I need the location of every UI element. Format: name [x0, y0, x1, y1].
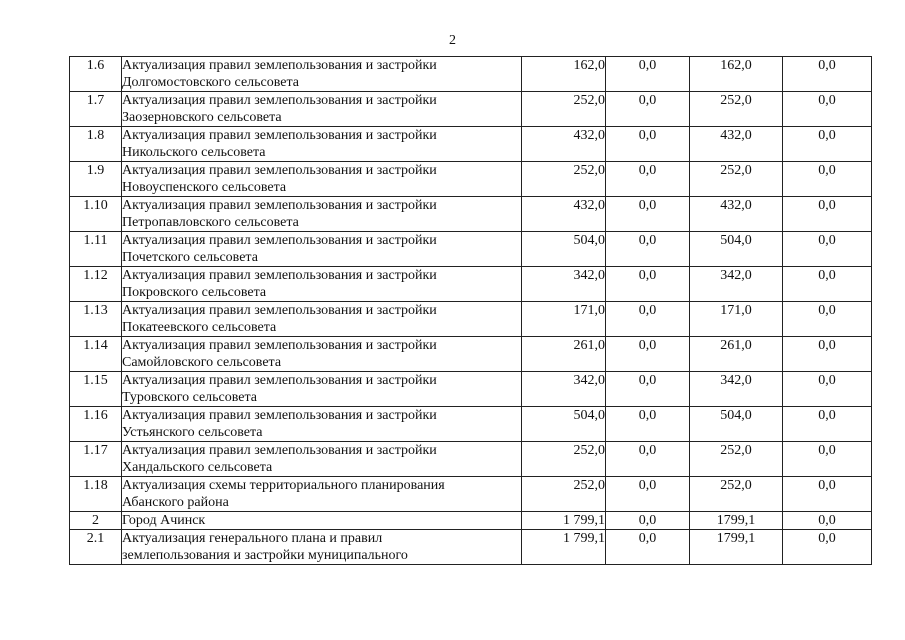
row-name-line1: Актуализация генерального плана и правил — [122, 531, 383, 546]
value-total: 162,0 — [522, 57, 606, 92]
row-number: 2.1 — [70, 530, 122, 565]
row-name-line2: Покатеевского сельсовета — [122, 320, 277, 335]
row-number: 2 — [70, 512, 122, 530]
row-name-line2: Устьянского сельсовета — [122, 425, 263, 440]
value-total: 504,0 — [522, 407, 606, 442]
value-col-2: 0,0 — [606, 442, 690, 477]
row-name — [122, 512, 522, 530]
table-row — [70, 512, 872, 530]
row-name-line1: Актуализация правил землепользования и застройки — [122, 408, 437, 423]
row-name-line2: Новоуспенского сельсовета — [122, 180, 287, 195]
value-col-2: 0,0 — [606, 407, 690, 442]
row-number: 1.8 — [70, 127, 122, 162]
page-number: 2 — [449, 33, 456, 48]
value-col-3: 252,0 — [690, 92, 783, 127]
row-name — [122, 442, 522, 477]
row-name-line2: Почетского сельсовета — [122, 250, 258, 265]
value-col-4: 0,0 — [783, 337, 872, 372]
value-col-2: 0,0 — [606, 127, 690, 162]
table-row — [70, 57, 872, 92]
row-number: 1.14 — [70, 337, 122, 372]
table-row — [70, 232, 872, 267]
row-name — [122, 477, 522, 512]
row-name-line2: Петропавловского сельсовета — [122, 215, 299, 230]
row-name — [122, 267, 522, 302]
row-name-line2: Самойловского сельсовета — [122, 355, 282, 370]
row-name — [122, 302, 522, 337]
value-col-3: 504,0 — [690, 232, 783, 267]
value-col-2: 0,0 — [606, 92, 690, 127]
value-col-4: 0,0 — [783, 267, 872, 302]
row-name-line1: Актуализация правил землепользования и застройки — [122, 338, 437, 353]
row-name-line2: Абанского района — [122, 495, 229, 510]
row-number: 1.18 — [70, 477, 122, 512]
value-total: 432,0 — [522, 197, 606, 232]
row-number: 1.12 — [70, 267, 122, 302]
row-number: 1.6 — [70, 57, 122, 92]
value-col-3: 1799,1 — [690, 530, 783, 565]
value-col-2: 0,0 — [606, 232, 690, 267]
value-col-4: 0,0 — [783, 57, 872, 92]
value-col-2: 0,0 — [606, 372, 690, 407]
row-name — [122, 407, 522, 442]
value-col-2: 0,0 — [606, 302, 690, 337]
value-col-2: 0,0 — [606, 512, 690, 530]
table-body — [70, 57, 872, 565]
row-name-line2: Никольского сельсовета — [122, 145, 266, 160]
value-col-4: 0,0 — [783, 477, 872, 512]
table-row — [70, 127, 872, 162]
row-name-line2: землепользования и застройки муниципального — [122, 548, 408, 563]
value-col-3: 261,0 — [690, 337, 783, 372]
value-total: 252,0 — [522, 477, 606, 512]
value-total: 504,0 — [522, 232, 606, 267]
value-total: 252,0 — [522, 162, 606, 197]
row-number: 1.7 — [70, 92, 122, 127]
row-name — [122, 337, 522, 372]
row-name-line1: Актуализация правил землепользования и застройки — [122, 58, 437, 73]
value-total: 1 799,1 — [522, 530, 606, 565]
row-number: 1.17 — [70, 442, 122, 477]
row-name-line1: Актуализация правил землепользования и застройки — [122, 233, 437, 248]
row-name-line1: Актуализация правил землепользования и застройки — [122, 268, 437, 283]
value-total: 432,0 — [522, 127, 606, 162]
value-col-4: 0,0 — [783, 442, 872, 477]
value-col-4: 0,0 — [783, 530, 872, 565]
row-name — [122, 232, 522, 267]
value-col-4: 0,0 — [783, 512, 872, 530]
table-row — [70, 267, 872, 302]
table-row — [70, 372, 872, 407]
value-total: 1 799,1 — [522, 512, 606, 530]
value-col-4: 0,0 — [783, 407, 872, 442]
row-name-line1: Актуализация схемы территориального планирования — [122, 478, 445, 493]
row-number: 1.11 — [70, 232, 122, 267]
row-name-line2: Заозерновского сельсовета — [122, 110, 282, 125]
table-row — [70, 197, 872, 232]
table-row — [70, 442, 872, 477]
value-col-2: 0,0 — [606, 337, 690, 372]
row-number: 1.9 — [70, 162, 122, 197]
value-col-4: 0,0 — [783, 127, 872, 162]
value-col-4: 0,0 — [783, 372, 872, 407]
value-col-2: 0,0 — [606, 197, 690, 232]
value-col-2: 0,0 — [606, 267, 690, 302]
value-col-3: 252,0 — [690, 162, 783, 197]
program-funding-table — [69, 56, 872, 565]
row-name-line1: Актуализация правил землепользования и застройки — [122, 128, 437, 143]
value-total: 252,0 — [522, 92, 606, 127]
row-name — [122, 162, 522, 197]
value-col-4: 0,0 — [783, 302, 872, 337]
row-name-line1: Актуализация правил землепользования и застройки — [122, 443, 437, 458]
row-number: 1.13 — [70, 302, 122, 337]
value-col-2: 0,0 — [606, 162, 690, 197]
row-name-line2: Покровского сельсовета — [122, 285, 267, 300]
row-name-line2: Хандальского сельсовета — [122, 460, 273, 475]
value-total: 342,0 — [522, 267, 606, 302]
row-name-line1: Актуализация правил землепользования и застройки — [122, 93, 437, 108]
value-col-3: 504,0 — [690, 407, 783, 442]
table-row — [70, 337, 872, 372]
value-col-3: 171,0 — [690, 302, 783, 337]
row-number: 1.15 — [70, 372, 122, 407]
value-col-4: 0,0 — [783, 92, 872, 127]
value-col-3: 252,0 — [690, 477, 783, 512]
value-col-3: 342,0 — [690, 372, 783, 407]
row-name — [122, 57, 522, 92]
row-name — [122, 530, 522, 565]
row-name — [122, 92, 522, 127]
row-name — [122, 197, 522, 232]
row-number: 1.10 — [70, 197, 122, 232]
value-col-3: 1799,1 — [690, 512, 783, 530]
row-name-line1: Актуализация правил землепользования и застройки — [122, 198, 437, 213]
value-col-4: 0,0 — [783, 232, 872, 267]
row-name-line2: Туровского сельсовета — [122, 390, 258, 405]
row-name-line1: Город Ачинск — [122, 513, 206, 528]
value-total: 171,0 — [522, 302, 606, 337]
row-name — [122, 372, 522, 407]
value-col-3: 162,0 — [690, 57, 783, 92]
value-col-4: 0,0 — [783, 197, 872, 232]
table-row — [70, 407, 872, 442]
row-name-line1: Актуализация правил землепользования и застройки — [122, 303, 437, 318]
table-row — [70, 302, 872, 337]
value-col-3: 252,0 — [690, 442, 783, 477]
value-col-3: 432,0 — [690, 197, 783, 232]
value-col-3: 342,0 — [690, 267, 783, 302]
value-total: 261,0 — [522, 337, 606, 372]
value-col-4: 0,0 — [783, 162, 872, 197]
row-name-line1: Актуализация правил землепользования и застройки — [122, 163, 437, 178]
table-row — [70, 477, 872, 512]
value-col-2: 0,0 — [606, 530, 690, 565]
value-col-2: 0,0 — [606, 57, 690, 92]
table-row — [70, 162, 872, 197]
row-name-line1: Актуализация правил землепользования и застройки — [122, 373, 437, 388]
value-total: 342,0 — [522, 372, 606, 407]
table-row — [70, 92, 872, 127]
value-col-2: 0,0 — [606, 477, 690, 512]
row-name — [122, 127, 522, 162]
row-name-line2: Долгомостовского сельсовета — [122, 75, 299, 90]
table-row — [70, 530, 872, 565]
value-col-3: 432,0 — [690, 127, 783, 162]
value-total: 252,0 — [522, 442, 606, 477]
row-number: 1.16 — [70, 407, 122, 442]
